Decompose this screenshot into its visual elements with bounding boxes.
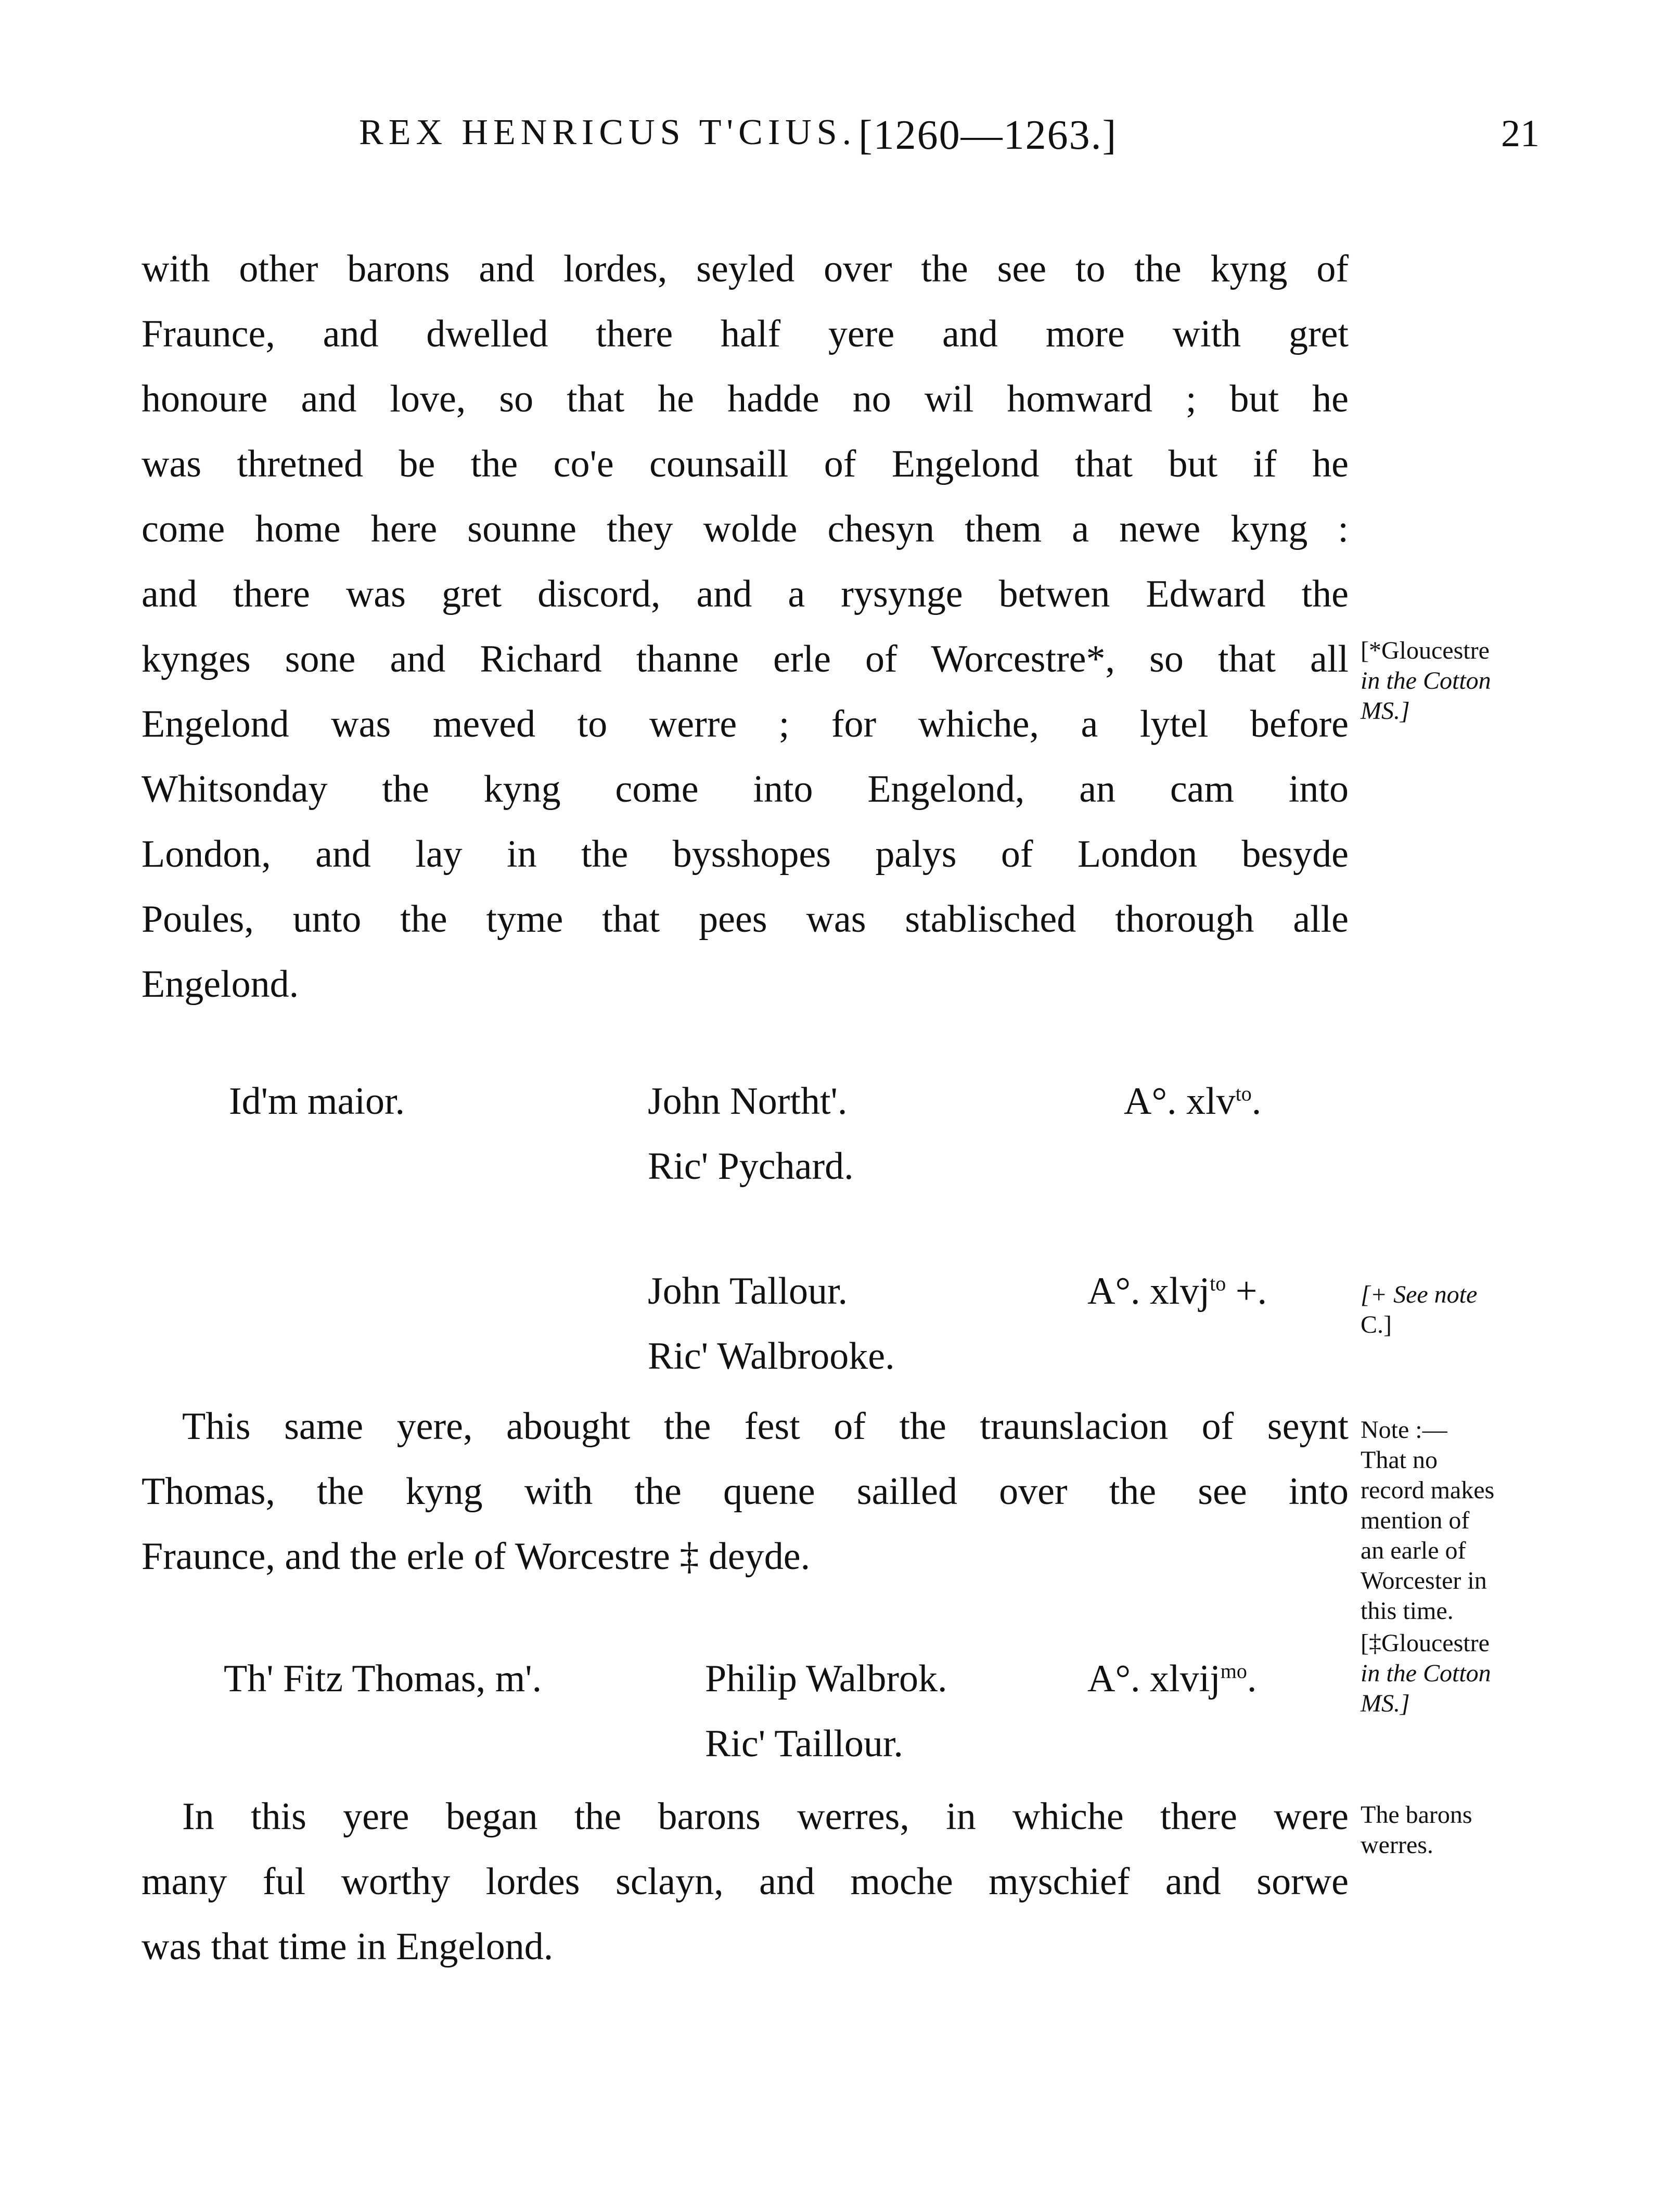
note-italic: in the Cotton [1361,667,1491,695]
text-line: was that time in Engelond. [142,1925,554,1968]
note-italic: MS.] [1361,697,1410,725]
running-title-text: REX HENRICUS T'CIUS. [359,112,857,152]
text-line: Poules, unto the tyme that pees was stablisched thorough alle [142,898,1349,941]
note-italic: [+ See note [1361,1281,1478,1308]
paragraph-3 [142,1784,1349,1979]
entry-3-sheriff-1: Philip Walbrok. [705,1657,947,1700]
margin-note-see-note-c [1361,1280,1548,1340]
year-end: +. [1226,1270,1267,1313]
text-line: Thomas, the kyng with the quene sailled over the see into [142,1470,1349,1513]
note-line: C.] [1361,1311,1392,1339]
note-line [1361,1689,1548,1719]
note-line: an earle of [1361,1537,1466,1564]
margin-note-barons-werres [1361,1800,1548,1860]
entry-2-sheriff-2: Ric' Walbrooke. [648,1335,895,1378]
note-line: The barons [1361,1801,1472,1829]
text-line: with other barons and lordes, seyled over the see to the kyng of [142,248,1349,290]
note-line [1361,666,1548,696]
entry-3-mayor: Th' Fitz Thomas, m'. [224,1657,542,1700]
note-line [1361,1280,1548,1310]
note-line: mention of [1361,1507,1470,1534]
text-line: In this yere began the barons werres, in whiche there were [182,1795,1349,1838]
note-line [1361,696,1548,726]
text-line: Engelond. [142,963,299,1006]
page-number: 21 [1501,112,1540,155]
note-line: record makes [1361,1476,1495,1504]
note-line: [*Gloucestre [1361,637,1490,664]
entry-1-mayor: Id'm maior. [229,1080,405,1123]
text-line: kynges sone and Richard thanne erle of Worcestre*, so that all [142,638,1349,680]
year-text: A°. xlvj [1087,1270,1210,1313]
note-line: this time. [1361,1597,1454,1625]
text-line: was thretned be the co'e counsaill of Engelond that but if he [142,443,1349,485]
text-line: and there was gret discord, and a rysynge betwen Edward the [142,573,1349,615]
year-sup: to [1235,1082,1252,1105]
year-sup: mo [1220,1659,1247,1683]
year-end: . [1247,1657,1257,1700]
entry-2-sheriff-1: John Tallour. [648,1270,848,1313]
margin-note-worcester [1361,1415,1548,1626]
note-italic: MS.] [1361,1690,1410,1717]
note-line: Note :— [1361,1416,1447,1444]
text-line: London, and lay in the bysshopes palys of London besyde [142,833,1349,876]
text-line: come home here sounne they wolde chesyn them a newe kyng : [142,508,1349,550]
margin-note-gloucestre-2 [1361,1628,1548,1719]
paragraph-1 [142,237,1349,1017]
paragraph-2 [142,1394,1349,1589]
entry-3-year [1087,1657,1256,1701]
text-line: This same yere, abought the fest of the traunslacion of seynt [182,1405,1349,1448]
text-line: honoure and love, so that he hadde no wil homward ; but he [142,378,1349,420]
header-dates: [1260—1263.] [858,112,1118,158]
entry-1-year [1124,1079,1261,1124]
year-text: A°. xlvij [1087,1657,1221,1700]
entry-2-year [1087,1269,1267,1314]
year-text: A°. xlv [1124,1080,1236,1123]
text-line: many ful worthy lordes sclayn, and moche myschief and sorwe [142,1860,1349,1903]
text-line: Engelond was meved to werre ; for whiche, a lytel before [142,703,1349,745]
year-sup: to [1210,1271,1226,1295]
text-line: Fraunce, and dwelled there half yere and more with gret [142,313,1349,355]
note-line: [‡Gloucestre [1361,1629,1490,1657]
margin-note-gloucestre-1 [1361,636,1548,726]
text-line: Whitsonday the kyng come into Engelond, an cam into [142,768,1349,811]
note-italic: in the Cotton [1361,1660,1491,1687]
note-line: That no [1361,1446,1438,1474]
entry-1-sheriff-1: John Northt'. [648,1080,848,1123]
note-line: werres. [1361,1831,1433,1859]
note-line: Worcester in [1361,1567,1487,1594]
running-title [359,112,856,153]
note-line [1361,1658,1548,1689]
text-line: Fraunce, and the erle of Worcestre ‡ deyde. [142,1535,811,1578]
year-end: . [1251,1080,1262,1123]
entry-3-sheriff-2: Ric' Taillour. [705,1722,903,1765]
entry-1-sheriff-2: Ric' Pychard. [648,1145,854,1188]
